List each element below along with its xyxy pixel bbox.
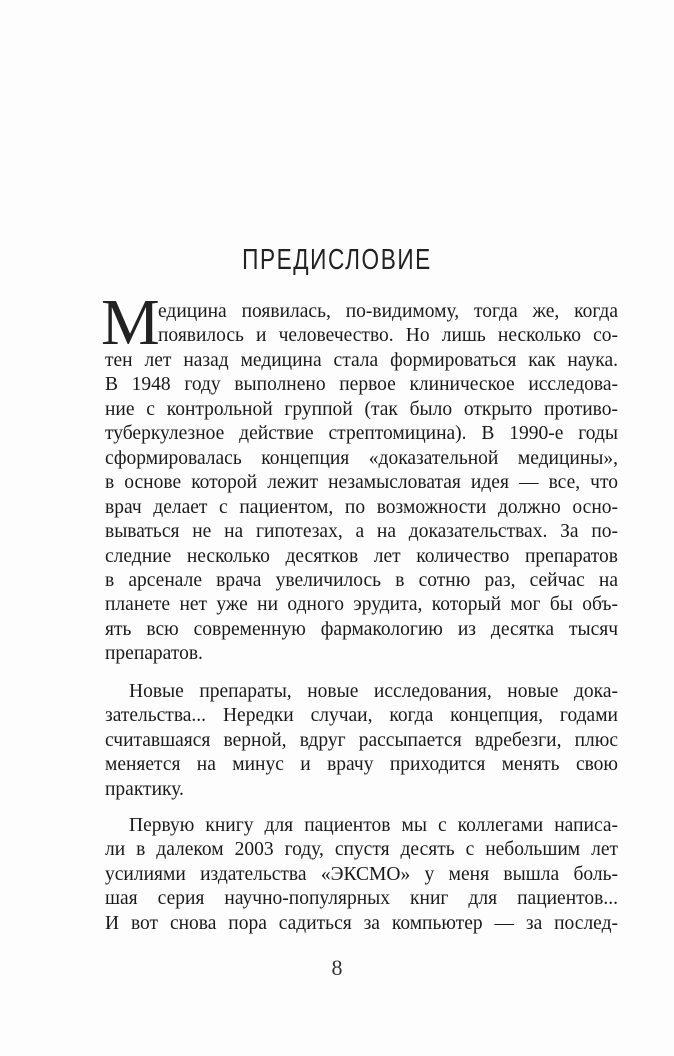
chapter-title: ПРЕДИСЛОВИЕ <box>242 244 432 276</box>
drop-cap: М <box>101 286 160 359</box>
text-line: Первую книгу для пациентов мы с коллегами написа- <box>129 815 618 836</box>
text-line: меняется на минус и врачу приходится менять свою <box>105 754 618 776</box>
text-line: тен лет назад медицина стала формироваться как наука. <box>105 349 618 371</box>
text-line: появилось и человечество. Но лишь несколько со- <box>158 325 618 347</box>
text-line: шая серия научно-популярных книг для пациентов... <box>105 888 618 910</box>
text-line: вываться не на гипотезах, а на доказательствах. За по- <box>105 521 618 543</box>
text-line: в арсенале врача увеличилось в сотню раз, сейчас на <box>105 569 618 591</box>
text-line: ять всю современную фармакологию из десятка тысяч <box>105 618 618 640</box>
text-line: И вот снова пора садиться за компьютер — за послед- <box>105 912 618 934</box>
text-line: туберкулезное действие стрептомицина). В 1990-е годы <box>105 423 618 445</box>
text-line: планете нет уже ни одного эрудита, который мог бы объ- <box>105 594 618 616</box>
text-line: практику. <box>105 778 184 800</box>
text-line: препаратов. <box>105 643 203 665</box>
page-number: 8 <box>331 955 343 980</box>
text-line: следние несколько десятков лет количество препаратов <box>105 545 618 567</box>
text-line: в основе которой лежит незамысловатая идея — все, что <box>105 472 618 494</box>
text-line: В 1948 году выполнено первое клиническое исследова- <box>105 374 618 396</box>
text-line: сформировалась концепция «доказательной медицины», <box>105 447 618 469</box>
text-line: зательства... Нередки случаи, когда концепция, годами <box>105 705 618 727</box>
text-line: Новые препараты, новые исследования, новые дока- <box>129 681 618 702</box>
text-line: усилиями издательства «ЭКСМО» у меня вышла боль- <box>105 863 618 885</box>
text-line: считавшаяся верной, вдруг рассыпается вдребезги, плюс <box>105 729 618 751</box>
text-line: ние с контрольной группой (так было открыто противо- <box>105 398 618 420</box>
text-line: ли в далеком 2003 году, спустя десять с небольшим лет <box>105 839 618 861</box>
text-line: едицина появилась, по-видимому, тогда же, когда <box>158 301 618 322</box>
text-line: врач делает с пациентом, по возможности должно осно- <box>105 496 618 518</box>
